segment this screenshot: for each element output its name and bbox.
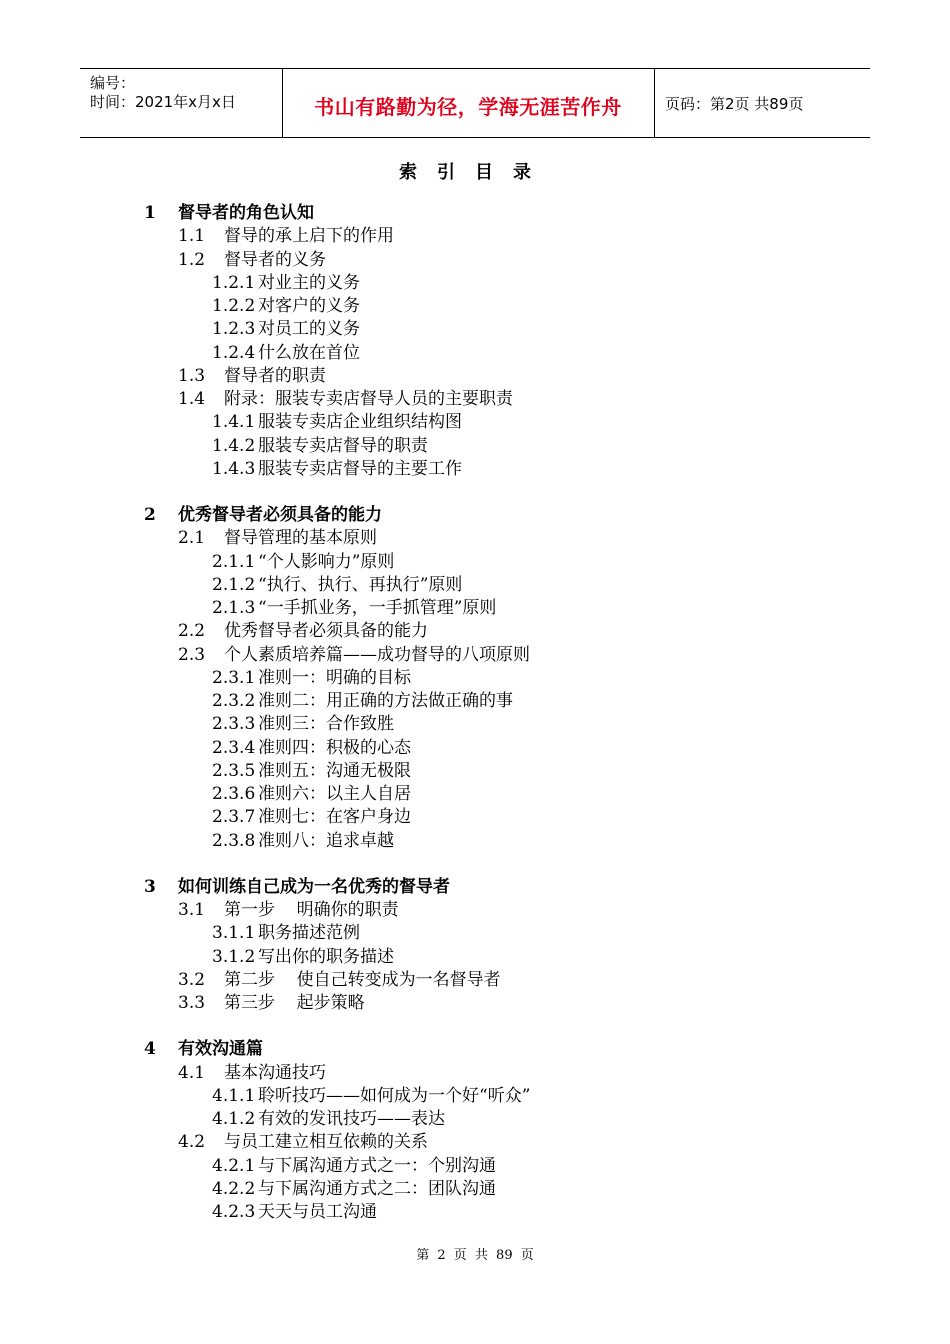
toc-entry-title: 写出你的职务描述	[258, 946, 394, 967]
toc-entry-title: 对客户的义务	[258, 296, 360, 316]
toc-entry-number: 2.1	[178, 528, 206, 549]
toc-entry-title: 优秀督导者必须具备的能力	[224, 621, 428, 642]
toc-entry-title: 第一步 明确你的职责	[224, 900, 399, 920]
toc-entry-number: 2.3.8	[212, 830, 256, 851]
toc-entry-title: 什么放在首位	[258, 342, 360, 363]
toc-entry-number: 1.2.1	[212, 272, 256, 293]
toc-entry-number: 1.4.1	[212, 412, 256, 433]
toc-entry-number: 2.3.5	[212, 760, 256, 781]
time-label: 时间：2021年x月x日	[90, 93, 236, 111]
toc-entry-number: 3.3	[178, 993, 206, 1013]
toc-entry-number: 2.3.2	[212, 691, 256, 711]
toc-entry-title: 准则六：以主人自居	[258, 784, 411, 804]
toc-entry-number: 3	[144, 876, 156, 897]
toc-entry-number: 2.1.3	[212, 598, 256, 618]
toc-entry-title: “个人影响力”原则	[258, 551, 395, 572]
toc-entry-number: 1.2	[178, 249, 206, 270]
toc-entry-title: 准则二：用正确的方法做正确的事	[258, 691, 513, 711]
toc-entry-number: 1.2.3	[212, 319, 256, 340]
page-footer: 第 2 页 共 89 页	[416, 1248, 534, 1263]
toc-entry-title: 督导者的义务	[224, 249, 326, 270]
toc-entry-title: 准则三：合作致胜	[258, 714, 394, 735]
toc-entry-number: 4.2.3	[212, 1202, 256, 1222]
toc-entry-number: 2.3.7	[212, 807, 256, 828]
toc-entry-number: 2.3.6	[212, 784, 256, 804]
toc-entry-title: 准则七：在客户身边	[258, 807, 411, 828]
toc-entry-title: 对业主的义务	[258, 272, 360, 293]
toc-entry-title: 对员工的义务	[258, 319, 360, 340]
toc-entry-number: 3.1	[178, 900, 206, 920]
toc-entry-title: 督导者的职责	[224, 365, 326, 386]
toc-entry-title: “一手抓业务，一手抓管理”原则	[258, 598, 497, 618]
toc-entry-number: 4.1.1	[212, 1085, 256, 1106]
toc-entry-number: 1	[144, 203, 156, 223]
code-label: 编号：	[90, 74, 136, 92]
toc-entry-number: 2.1.2	[212, 574, 256, 595]
toc-entry-title: 准则八：追求卓越	[258, 830, 394, 851]
toc-entry-title: 有效沟通篇	[178, 1039, 263, 1060]
toc-entry-title: 与员工建立相互依赖的关系	[224, 1132, 428, 1153]
toc-entry-number: 4.2.2	[212, 1178, 256, 1199]
toc-entry-number: 2.2	[178, 621, 206, 642]
toc-entry-title: 督导的承上启下的作用	[224, 226, 394, 247]
toc-entry-number: 3.1.1	[212, 923, 256, 944]
toc-entry-number: 4.1	[178, 1062, 206, 1083]
toc-entry-title: 准则五：沟通无极限	[258, 760, 411, 781]
toc-entry-number: 3.2	[178, 969, 206, 990]
toc-entry-title: 聆听技巧——如何成为一个好“听众”	[258, 1085, 531, 1106]
toc-entry-title: 基本沟通技巧	[224, 1062, 326, 1083]
toc-entry-title: 第二步 使自己转变成为一名督导者	[224, 969, 501, 990]
toc-entry-title: 督导管理的基本原则	[224, 528, 377, 549]
toc-entry-number: 1.3	[178, 365, 206, 386]
toc-entry-title: 与下属沟通方式之一：个别沟通	[258, 1155, 496, 1176]
toc-entry-title: 服装专卖店督导的主要工作	[258, 458, 462, 479]
toc-entry-number: 1.4.2	[212, 435, 256, 456]
header-page-number: 页码：第2页 共89页	[665, 95, 804, 113]
toc-entry-number: 2.3.3	[212, 714, 256, 735]
toc-entry-number: 2.3.4	[212, 737, 256, 758]
toc-entry-title: 服装专卖店企业组织结构图	[258, 412, 462, 433]
toc-entry-number: 2.1.1	[212, 551, 256, 572]
toc-entry-number: 4.2	[178, 1132, 206, 1153]
toc-entry-number: 1.1	[178, 226, 206, 247]
toc-entry-title: 有效的发讯技巧——表达	[258, 1109, 445, 1129]
toc-entry-title: 如何训练自己成为一名优秀的督导者	[178, 876, 450, 897]
toc-entry-title: “执行、执行、再执行”原则	[258, 574, 463, 595]
toc-entry-number: 1.4.3	[212, 458, 256, 479]
toc-entry-title: 个人素质培养篇——成功督导的八项原则	[224, 644, 530, 665]
motto-text: 书山有路勤为径，学海无涯苦作舟	[314, 95, 622, 119]
toc-entry-number: 4	[144, 1039, 156, 1060]
toc-entry-number: 4.1.2	[212, 1109, 256, 1129]
toc-entry-number: 2.3.1	[212, 667, 256, 688]
toc-entry-title: 准则一：明确的目标	[258, 667, 411, 688]
toc-entry-title: 服装专卖店督导的职责	[258, 435, 428, 456]
toc-entry-title: 第三步 起步策略	[224, 993, 365, 1013]
toc-entry-title: 与下属沟通方式之二：团队沟通	[258, 1178, 496, 1199]
toc-entry-number: 4.2.1	[212, 1155, 256, 1176]
toc-entry-title: 职务描述范例	[258, 923, 360, 944]
toc-entry-title: 优秀督导者必须具备的能力	[178, 505, 382, 525]
toc-entry-number: 1.2.4	[212, 342, 256, 363]
toc-entry-number: 3.1.2	[212, 946, 256, 967]
toc-entry-number: 1.2.2	[212, 296, 256, 316]
toc-entry-title: 天天与员工沟通	[258, 1202, 377, 1222]
toc-entry-title: 附录：服装专卖店督导人员的主要职责	[224, 389, 513, 409]
page-title: 索引目录	[399, 162, 551, 183]
toc-entry-number: 2	[144, 505, 156, 525]
toc-entry-number: 2.3	[178, 644, 206, 665]
toc-entry-title: 督导者的角色认知	[178, 203, 314, 223]
toc-entry-title: 准则四：积极的心态	[258, 737, 411, 758]
toc-entry-number: 1.4	[178, 389, 206, 409]
